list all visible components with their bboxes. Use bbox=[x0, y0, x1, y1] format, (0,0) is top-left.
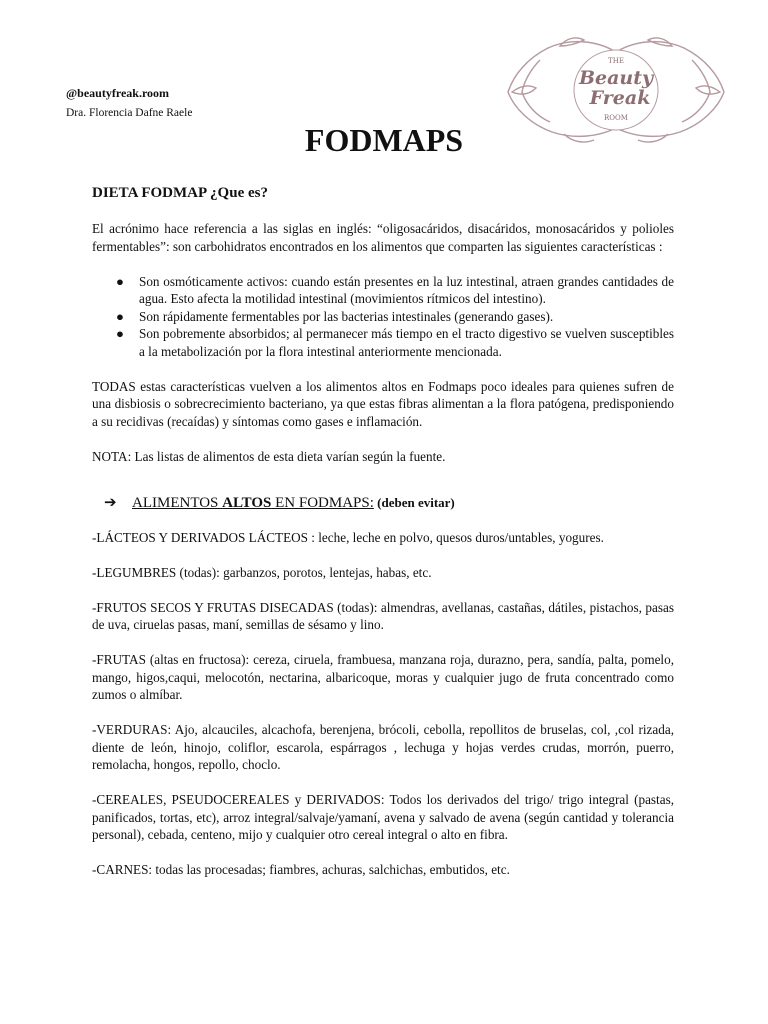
page-title: FODMAPS bbox=[304, 122, 464, 158]
section-heading-dieta: DIETA FODMAP ¿Que es? bbox=[92, 185, 268, 201]
author-name: Dra. Florencia Dafne Raele bbox=[66, 107, 193, 119]
logo-top-text: THE bbox=[608, 57, 624, 65]
instagram-handle: @beautyfreak.room bbox=[66, 86, 170, 100]
food-item-frutos-secos: -FRUTOS SECOS Y FRUTAS DISECADAS (todas): almendras, avellanas, castañas, dátiles, pistachos, pasas de uva, ciruelas pasas, maní, semillas de sésamo y lino. bbox=[92, 599, 674, 632]
nota-paragraph: NOTA: Las listas de alimentos de esta dieta varían según la fuente. bbox=[92, 448, 446, 464]
food-item-legumbres: -LEGUMBRES (todas): garbanzos, porotos, lentejas, habas, etc. bbox=[92, 564, 432, 580]
document-body bbox=[92, 183, 674, 879]
characteristics-list bbox=[92, 273, 674, 361]
arrow-icon: ➔ bbox=[104, 494, 117, 511]
logo-line1-text: Beauty bbox=[578, 67, 654, 89]
food-item-cereales: -CEREALES, PSEUDOCEREALES y DERIVADOS: Todos los derivados del trigo/ trigo integral (pastas, panificados, tortas, etc), arroz integral/salvaje/yamaní, avena y salvado de avena (según cantidad y tolerancia personal), cebada, centeno, mijo y cualquier otro cereal integral o alto en fibra. bbox=[92, 792, 674, 842]
food-item-verduras: -VERDURAS: Ajo, alcauciles, alcachofa, berenjena, brócoli, cebolla, repollitos de bruselas, col, ,col rizada, diente de león, hinojo, coliflor, escarola, espárragos , lechuga y hojas verdes crudas, morrón, puerro, remolacha, hongos, repollo, choclo. bbox=[92, 722, 674, 772]
food-item-lacteos: -LÁCTEOS Y DERIVADOS LÁCTEOS : leche, leche en polvo, quesos duros/untables, yogures. bbox=[92, 529, 604, 545]
list-item: ● Son osmóticamente activos: cuando están presentes en la luz intestinal, atraen grandes cantidades de agua. Esto afecta la motilidad intestinal (movimientos rítmicos del intestino). bbox=[116, 273, 674, 306]
list-item: ● Son rápidamente fermentables por las bacterias intestinales (generando gases). bbox=[116, 308, 554, 324]
logo-line2-text: Freak bbox=[589, 87, 651, 109]
intro-paragraph: El acrónimo hace referencia a las siglas en inglés: “oligosacáridos, disacáridos, monosacáridos y polioles fermentables”: son carbohidratos encontrados en los alimentos que comparten las siguientes características : bbox=[92, 221, 674, 254]
logo-bottom-text: ROOM bbox=[604, 114, 628, 122]
food-item-frutas: -FRUTAS (altas en fructosa): cereza, ciruela, frambuesa, manzana roja, durazno, pera, sandía, palta, pomelo, mango, higos,caqui, melocotón, nectarina, albaricoque, moras y cualquier jugo de fruta concentrado como zumos o almíbar. bbox=[92, 652, 674, 702]
todas-paragraph: TODAS estas características vuelven a los alimentos altos en Fodmaps poco ideales para quienes sufren de una disbiosis o sobrecrecimiento bacteriano, ya que estas fibras alimentan a la flora patógena, predisponiendo a su recidivas (recaídas) y síntomas como gases e inflamación. bbox=[92, 378, 674, 429]
food-item-carnes: -CARNES: todas las procesadas; fiambres, achuras, salchichas, embutidos, etc. bbox=[92, 862, 510, 877]
section-heading-altos: ➔ ALIMENTOS ALTOS EN FODMAPS: (deben evitar) bbox=[104, 494, 455, 511]
list-item: ● Son pobremente absorbidos; al permanecer más tiempo en el tracto digestivo se vuelven susceptibles a la metabolización por la flora intestinal anteriormente mencionada. bbox=[116, 326, 674, 359]
